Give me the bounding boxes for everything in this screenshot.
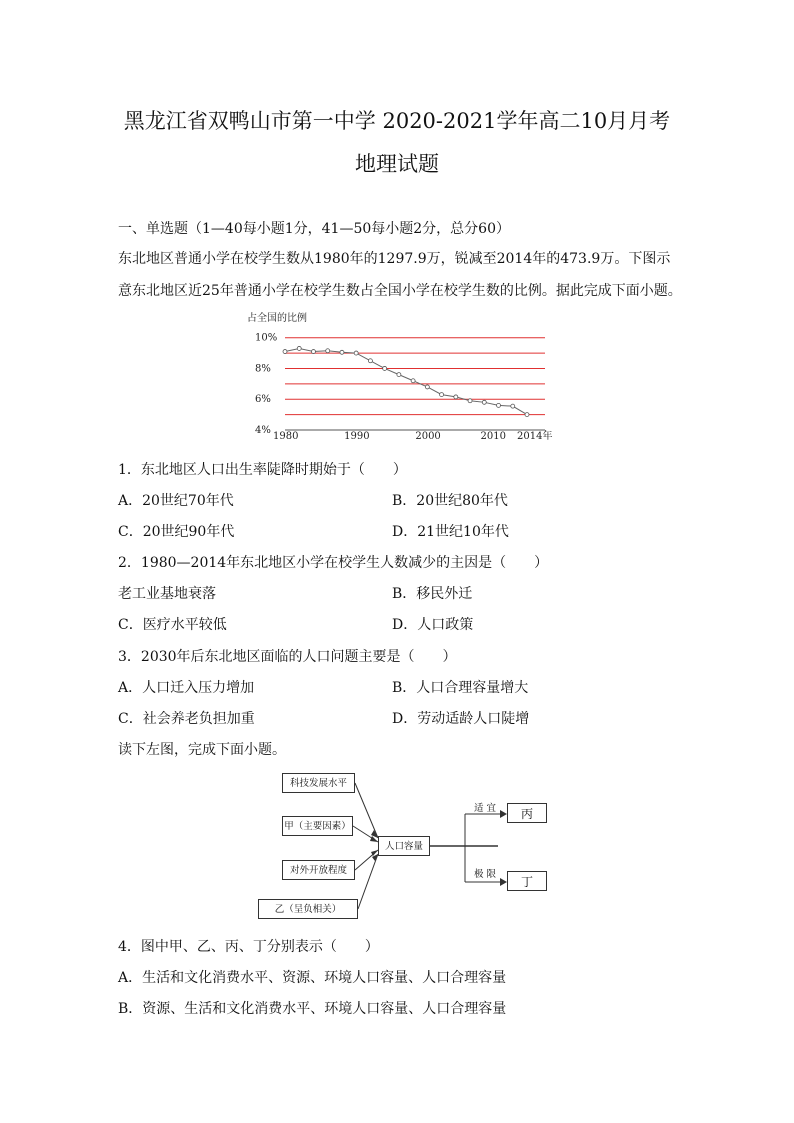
q1-option-b[interactable]: B．20世纪80年代 bbox=[392, 493, 508, 509]
q4-option-a[interactable]: A．生活和文化消费水平、资源、环境人口容量、人口合理容量 bbox=[118, 970, 507, 986]
box-ding: 丁 bbox=[507, 871, 547, 891]
y-tick-label: 10% bbox=[255, 332, 278, 344]
intro-text-1: 东北地区普通小学在校学生数从1980年的1297.9万，锐减至2014年的473.9万。下图示 bbox=[118, 251, 671, 267]
x-tick-label: 2010 bbox=[480, 431, 506, 442]
x-tick-label: 1990 bbox=[344, 431, 370, 442]
box-bing: 丙 bbox=[507, 803, 547, 823]
label-suitable: 适 宜 bbox=[474, 803, 497, 814]
page-title: 黑龙江省双鸭山市第一中学 2020-2021学年高二10月月考 bbox=[123, 109, 671, 133]
label-limit: 极 限 bbox=[474, 869, 497, 880]
page-subtitle: 地理试题 bbox=[355, 152, 439, 176]
q2-stem: 2．1980—2014年东北地区小学在校学生人数减少的主因是（ ） bbox=[118, 555, 549, 571]
q1-option-a[interactable]: A．20世纪70年代 bbox=[118, 493, 234, 509]
q1-stem: 1．东北地区人口出生率陡降时期始于（ ） bbox=[118, 462, 407, 478]
q3-option-b[interactable]: B．人口合理容量增大 bbox=[392, 680, 529, 696]
q2-option-d[interactable]: D．人口政策 bbox=[392, 617, 474, 633]
x-tick-label: 2014年 bbox=[517, 431, 553, 442]
q2-option-a[interactable]: 老工业基地衰落 bbox=[118, 586, 216, 602]
q2-option-b[interactable]: B．移民外迁 bbox=[392, 586, 473, 602]
box-yi: 乙（呈负相关） bbox=[258, 899, 358, 919]
q3-option-a[interactable]: A．人口迁入压力增加 bbox=[118, 680, 255, 696]
intro-text-2: 意东北地区近25年普通小学在校学生数占全国小学在校学生数的比例。据此完成下面小题。 bbox=[118, 283, 682, 299]
q2-option-c[interactable]: C．医疗水平较低 bbox=[118, 617, 227, 633]
box-population-capacity: 人口容量 bbox=[378, 836, 430, 856]
q4-stem: 4．图中甲、乙、丙、丁分别表示（ ） bbox=[118, 939, 379, 955]
y-tick-label: 4% bbox=[255, 425, 271, 436]
box-jia: 甲（主要因素） bbox=[282, 816, 353, 836]
q3-option-c[interactable]: C．社会养老负担加重 bbox=[118, 711, 255, 727]
y-tick-label: 6% bbox=[255, 394, 271, 406]
section-heading: 一、单选题（1—40每小题1分，41—50每小题2分，总分60） bbox=[118, 221, 510, 237]
q1-option-d[interactable]: D．21世纪10年代 bbox=[392, 524, 509, 540]
x-tick-label: 2000 bbox=[415, 431, 441, 442]
read-diagram-instruction: 读下左图，完成下面小题。 bbox=[118, 742, 286, 758]
x-tick-label: 1980 bbox=[273, 431, 299, 442]
q1-option-c[interactable]: C．20世纪90年代 bbox=[118, 524, 235, 540]
q3-stem: 3．2030年后东北地区面临的人口问题主要是（ ） bbox=[118, 649, 457, 665]
q3-option-d[interactable]: D．劳动适龄人口陡增 bbox=[392, 711, 530, 727]
box-tech-level: 科技发展水平 bbox=[282, 773, 355, 793]
q4-option-b[interactable]: B．资源、生活和文化消费水平、环境人口容量、人口合理容量 bbox=[118, 1001, 507, 1017]
chart-title: 占全国的比例 bbox=[247, 313, 307, 324]
box-openness: 对外开放程度 bbox=[282, 860, 355, 880]
y-tick-label: 8% bbox=[255, 363, 271, 375]
